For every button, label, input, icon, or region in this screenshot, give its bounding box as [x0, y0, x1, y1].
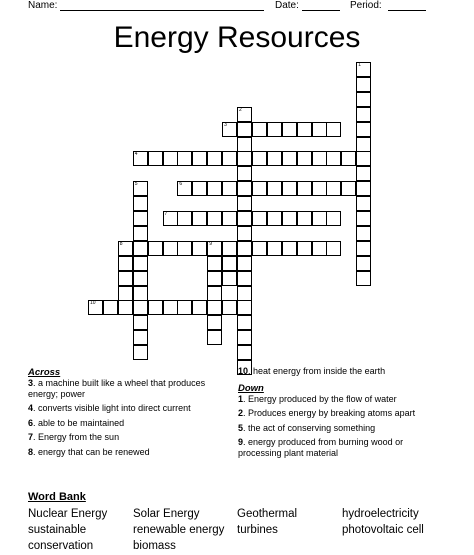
crossword-cell[interactable] — [222, 151, 237, 166]
crossword-cell[interactable] — [222, 271, 237, 286]
crossword-cell[interactable] — [207, 300, 222, 315]
clue-across-7: 7. Energy from the sun — [28, 432, 120, 442]
crossword-cell[interactable] — [326, 241, 341, 256]
crossword-cell[interactable] — [356, 166, 371, 181]
crossword-cell[interactable] — [207, 241, 222, 256]
crossword-cell[interactable] — [192, 211, 207, 226]
crossword-cell[interactable] — [267, 122, 282, 137]
crossword-cell[interactable] — [282, 151, 297, 166]
crossword-cell[interactable] — [148, 300, 163, 315]
word-bank-item: turbines — [237, 524, 278, 536]
crossword-cell[interactable] — [133, 256, 148, 271]
crossword-cell[interactable] — [237, 330, 252, 345]
clue-down-1: 1. Energy produced by the flow of water — [238, 393, 397, 404]
crossword-cell[interactable] — [163, 151, 178, 166]
clue-number: 2 — [239, 106, 242, 113]
crossword-cell[interactable] — [118, 241, 133, 256]
crossword-cell[interactable] — [356, 107, 371, 122]
crossword-cell[interactable] — [177, 241, 192, 256]
crossword-cell[interactable] — [356, 181, 371, 196]
crossword-cell[interactable] — [207, 286, 222, 301]
crossword-cell[interactable] — [237, 271, 252, 286]
crossword-cell[interactable] — [267, 241, 282, 256]
crossword-cell[interactable] — [326, 211, 341, 226]
crossword-cell[interactable] — [252, 122, 267, 137]
crossword-cell[interactable] — [312, 241, 327, 256]
crossword-cell[interactable] — [133, 300, 148, 315]
crossword-cell[interactable] — [237, 166, 252, 181]
crossword-cell[interactable] — [133, 286, 148, 301]
crossword-cell[interactable] — [237, 211, 252, 226]
word-bank-item: biomass — [133, 540, 176, 552]
crossword-cell[interactable] — [282, 181, 297, 196]
crossword-cell[interactable] — [282, 241, 297, 256]
clue-across-3: 3. a machine built like a wheel that produces energy; power — [28, 378, 206, 399]
crossword-cell[interactable] — [341, 151, 356, 166]
crossword-cell[interactable] — [207, 271, 222, 286]
crossword-cell[interactable] — [237, 300, 252, 315]
crossword-cell[interactable] — [341, 181, 356, 196]
crossword-cell[interactable] — [326, 151, 341, 166]
crossword-cell[interactable] — [133, 226, 148, 241]
word-bank-item: conservation — [28, 540, 94, 552]
crossword-cell[interactable] — [356, 271, 371, 286]
crossword-cell[interactable] — [222, 181, 237, 196]
crossword-cell[interactable] — [222, 300, 237, 315]
clue-number: 6 — [179, 181, 183, 188]
crossword-cell[interactable] — [297, 151, 312, 166]
crossword-cell[interactable] — [312, 181, 327, 196]
crossword-cell[interactable] — [297, 181, 312, 196]
crossword-cell[interactable] — [237, 315, 252, 330]
clue-across-6: 6. able to be maintained — [28, 417, 125, 428]
name-label: Name: — [28, 0, 58, 11]
word-bank-item: Solar Energy — [133, 508, 200, 520]
crossword-cell[interactable] — [252, 151, 267, 166]
period-label: Period: — [350, 0, 382, 11]
crossword-cell[interactable] — [118, 256, 133, 271]
crossword-cell[interactable] — [133, 181, 148, 196]
clue-number: 5 — [134, 181, 138, 188]
clues-right-column — [238, 366, 438, 462]
clue-number: 10 — [90, 300, 96, 307]
crossword-cell[interactable] — [222, 122, 237, 137]
crossword-cell[interactable] — [282, 122, 297, 137]
clue-across-4: 4. converts visible light into direct current — [28, 403, 191, 413]
crossword-cell[interactable] — [192, 300, 207, 315]
crossword-cell[interactable] — [163, 241, 178, 256]
crossword-cell[interactable] — [297, 241, 312, 256]
crossword-cell[interactable] — [297, 211, 312, 226]
crossword-cell[interactable] — [192, 181, 207, 196]
crossword-cell[interactable] — [252, 241, 267, 256]
word-bank-title: Word Bank — [28, 491, 86, 503]
crossword-cell[interactable] — [237, 151, 252, 166]
crossword-cell[interactable] — [207, 151, 222, 166]
clue-number: 3 — [224, 121, 227, 128]
crossword-cell[interactable] — [237, 137, 252, 152]
crossword-cell[interactable] — [252, 211, 267, 226]
crossword-cell[interactable] — [326, 122, 341, 137]
crossword-cell[interactable] — [207, 330, 222, 345]
crossword-cell[interactable] — [177, 211, 192, 226]
crossword-cell[interactable] — [252, 181, 267, 196]
crossword-cell[interactable] — [118, 300, 133, 315]
crossword-cell[interactable] — [356, 137, 371, 152]
clue-across-10: 10. heat energy from inside the earth — [238, 366, 386, 376]
crossword-cell[interactable] — [312, 122, 327, 137]
word-bank-item: sustainable — [28, 524, 87, 536]
crossword-cell[interactable] — [237, 181, 252, 196]
crossword-cell[interactable] — [237, 345, 252, 360]
crossword-cell[interactable] — [356, 77, 371, 92]
word-bank-item: Geothermal — [237, 508, 298, 520]
across-heading: Across — [28, 367, 61, 378]
crossword-cell[interactable] — [133, 211, 148, 226]
crossword-cell[interactable] — [163, 211, 178, 226]
crossword-cell[interactable] — [356, 62, 371, 77]
clue-number: 4 — [134, 151, 138, 158]
crossword-cell[interactable] — [237, 196, 252, 211]
crossword-cell[interactable] — [326, 181, 341, 196]
crossword-cell[interactable] — [356, 92, 371, 107]
crossword-cell[interactable] — [237, 122, 252, 137]
word-bank-item: hydroelectricity — [342, 508, 419, 520]
crossword-cell[interactable] — [267, 181, 282, 196]
clue-down-9: 9. energy produced from burning wood or processing plant material — [238, 437, 404, 458]
crossword-cell[interactable] — [133, 271, 148, 286]
crossword-cell[interactable] — [356, 241, 371, 256]
crossword-cell[interactable] — [207, 315, 222, 330]
crossword-cell[interactable] — [267, 151, 282, 166]
crossword-cell[interactable] — [207, 181, 222, 196]
page-title: Energy Resources — [113, 21, 361, 54]
crossword-cell[interactable] — [133, 315, 148, 330]
crossword-cell[interactable] — [312, 151, 327, 166]
crossword-cell[interactable] — [133, 241, 148, 256]
crossword-cell[interactable] — [237, 107, 252, 122]
crossword-cell[interactable] — [356, 226, 371, 241]
down-heading: Down — [238, 382, 264, 394]
crossword-cell[interactable] — [222, 256, 237, 271]
crossword-cell[interactable] — [163, 300, 178, 315]
crossword-cell[interactable] — [118, 286, 133, 301]
word-bank-item: Nuclear Energy — [28, 508, 108, 520]
crossword-cell[interactable] — [356, 211, 371, 226]
crossword-cell[interactable] — [88, 300, 103, 315]
crossword-cell[interactable] — [192, 241, 207, 256]
crossword-cell[interactable] — [356, 122, 371, 137]
crossword-cell[interactable] — [133, 345, 148, 360]
crossword-cell[interactable] — [267, 211, 282, 226]
clue-number: 8 — [119, 240, 123, 247]
crossword-cell[interactable] — [237, 241, 252, 256]
crossword-cell[interactable] — [222, 241, 237, 256]
crossword-cell[interactable] — [118, 271, 133, 286]
word-bank-item: renewable energy — [133, 524, 225, 536]
crossword-cell[interactable] — [237, 226, 252, 241]
crossword-cell[interactable] — [133, 196, 148, 211]
crossword-cell[interactable] — [148, 151, 163, 166]
clues-left-column — [28, 367, 228, 461]
crossword-cell[interactable] — [356, 256, 371, 271]
crossword-cell[interactable] — [177, 300, 192, 315]
clue-number: 7 — [164, 211, 168, 217]
crossword-cell[interactable] — [207, 211, 222, 226]
crossword-cell[interactable] — [103, 300, 118, 315]
crossword-cell[interactable] — [356, 151, 371, 166]
clue-number: 1 — [358, 62, 361, 68]
clue-down-5: 5. the act of conserving something — [238, 422, 376, 433]
crossword-cell[interactable] — [312, 211, 327, 226]
crossword-cell[interactable] — [177, 181, 192, 196]
crossword-cell[interactable] — [356, 196, 371, 211]
crossword-cell[interactable] — [148, 241, 163, 256]
crossword-cell[interactable] — [237, 256, 252, 271]
clue-down-2: 2. Produces energy by breaking atoms apart — [238, 408, 416, 418]
crossword-cell[interactable] — [282, 211, 297, 226]
crossword-cell[interactable] — [133, 330, 148, 345]
crossword-cell[interactable] — [192, 151, 207, 166]
crossword-cell[interactable] — [177, 151, 192, 166]
clue-across-8: 8. energy that can be renewed — [28, 446, 150, 457]
crossword-cell[interactable] — [133, 151, 148, 166]
date-label: Date: — [275, 0, 299, 11]
crossword-cell[interactable] — [222, 211, 237, 226]
clue-number: 9 — [209, 240, 212, 247]
word-bank-item: photovoltaic cell — [342, 524, 424, 536]
crossword-cell[interactable] — [297, 122, 312, 137]
crossword-cell[interactable] — [207, 256, 222, 271]
crossword-cell[interactable] — [237, 286, 252, 301]
